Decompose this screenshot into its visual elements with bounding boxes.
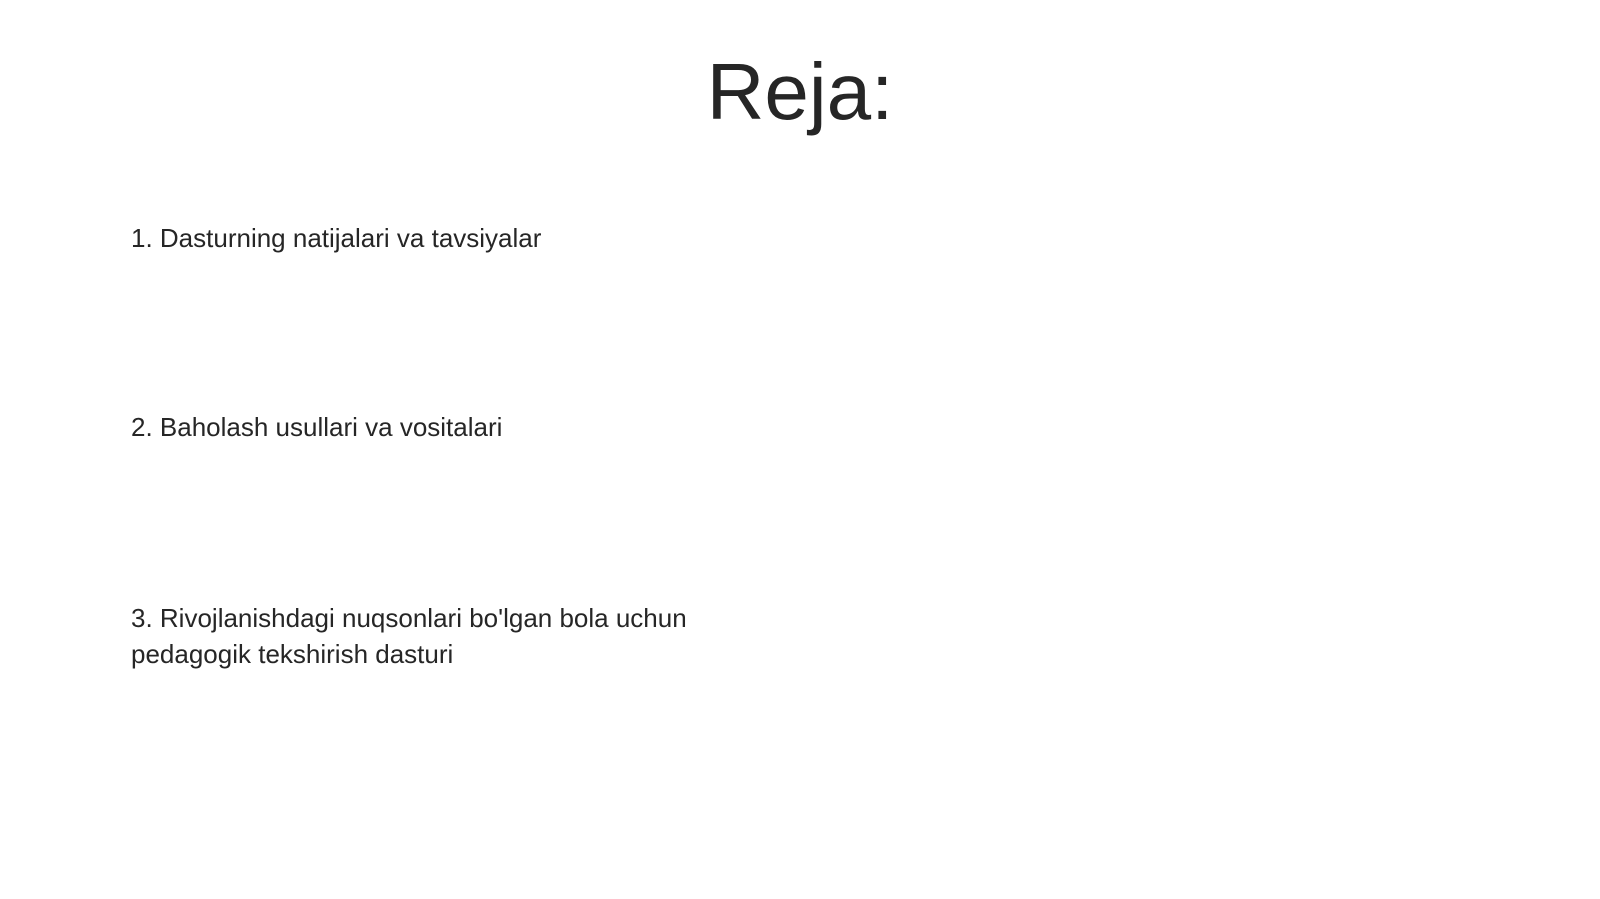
agenda-item-2: 2. Baholash usullari va vositalari [131, 412, 503, 442]
agenda-item-1: 1. Dasturning natijalari va tavsiyalar [131, 223, 542, 253]
slide-title: Reja: [706, 47, 894, 136]
agenda-item-3: 3. Rivojlanishdagi nuqsonlari bo'lgan bola uchun pedagogik tekshirish dasturi [131, 603, 687, 669]
